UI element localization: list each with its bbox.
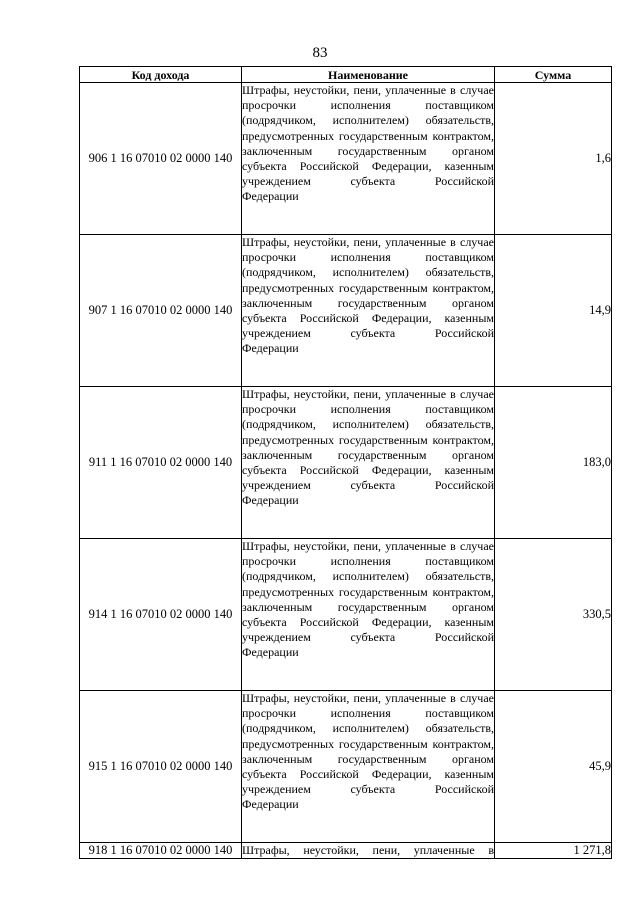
income-name-text: Штрафы, неустойки, пени, уплаченные в случае просрочки исполнения поставщиком (подрядчиком, исполнителем) обязательств, предусмотренных государственным контрактом, заключенным государственным органом субъекта Российской Федерации, казенным учреждением субъекта Российской bbox=[242, 387, 494, 493]
table-row bbox=[80, 539, 612, 691]
amount-cell: 14,9 bbox=[495, 235, 612, 387]
income-code-cell: 911 1 16 07010 02 0000 140 bbox=[80, 387, 242, 539]
amount-cell: 1 271,8 bbox=[495, 843, 612, 859]
income-code-cell: 918 1 16 07010 02 0000 140 bbox=[80, 843, 242, 859]
income-code-cell: 907 1 16 07010 02 0000 140 bbox=[80, 235, 242, 387]
page-number: 83 bbox=[312, 45, 328, 61]
header-name: Наименование bbox=[242, 67, 495, 83]
income-name-last-line: Федерации bbox=[242, 341, 299, 356]
revenue-table bbox=[79, 66, 612, 859]
amount-cell: 330,5 bbox=[495, 539, 612, 691]
income-name-cell bbox=[242, 539, 495, 691]
amount-cell: 183,0 bbox=[495, 387, 612, 539]
income-name-last-line: Федерации bbox=[242, 493, 299, 508]
table-row bbox=[80, 387, 612, 539]
header-sum: Сумма bbox=[495, 67, 612, 83]
income-code-cell: 906 1 16 07010 02 0000 140 bbox=[80, 83, 242, 235]
table-header-row bbox=[80, 67, 612, 83]
income-name-last-line: Федерации bbox=[242, 797, 299, 812]
income-name-text: Штрафы, неустойки, пени, уплаченные в bbox=[242, 843, 494, 857]
income-name-cell bbox=[242, 235, 495, 387]
table-row bbox=[80, 843, 612, 859]
income-name-cell bbox=[242, 843, 495, 859]
income-name-last-line: Федерации bbox=[242, 645, 299, 660]
income-name-cell bbox=[242, 691, 495, 843]
income-name-text: Штрафы, неустойки, пени, уплаченные в случае просрочки исполнения поставщиком (подрядчиком, исполнителем) обязательств, предусмотренных государственным контрактом, заключенным государственным органом субъекта Российской Федерации, казенным учреждением субъекта Российской bbox=[242, 235, 494, 341]
table-row bbox=[80, 691, 612, 843]
amount-cell: 1,6 bbox=[495, 83, 612, 235]
header-code: Код дохода bbox=[80, 67, 242, 83]
income-name-text: Штрафы, неустойки, пени, уплаченные в случае просрочки исполнения поставщиком (подрядчиком, исполнителем) обязательств, предусмотренных государственным контрактом, заключенным государственным органом субъекта Российской Федерации, казенным учреждением субъекта Российской bbox=[242, 83, 494, 189]
income-code-cell: 915 1 16 07010 02 0000 140 bbox=[80, 691, 242, 843]
income-name-cell bbox=[242, 83, 495, 235]
income-code-cell: 914 1 16 07010 02 0000 140 bbox=[80, 539, 242, 691]
income-name-text: Штрафы, неустойки, пени, уплаченные в случае просрочки исполнения поставщиком (подрядчиком, исполнителем) обязательств, предусмотренных государственным контрактом, заключенным государственным органом субъекта Российской Федерации, казенным учреждением субъекта Российской bbox=[242, 691, 494, 797]
table-row bbox=[80, 83, 612, 235]
table-row bbox=[80, 235, 612, 387]
income-name-last-line: Федерации bbox=[242, 189, 299, 204]
income-name-cell bbox=[242, 387, 495, 539]
amount-cell: 45,9 bbox=[495, 691, 612, 843]
income-name-text: Штрафы, неустойки, пени, уплаченные в случае просрочки исполнения поставщиком (подрядчиком, исполнителем) обязательств, предусмотренных государственным контрактом, заключенным государственным органом субъекта Российской Федерации, казенным учреждением субъекта Российской bbox=[242, 539, 494, 645]
